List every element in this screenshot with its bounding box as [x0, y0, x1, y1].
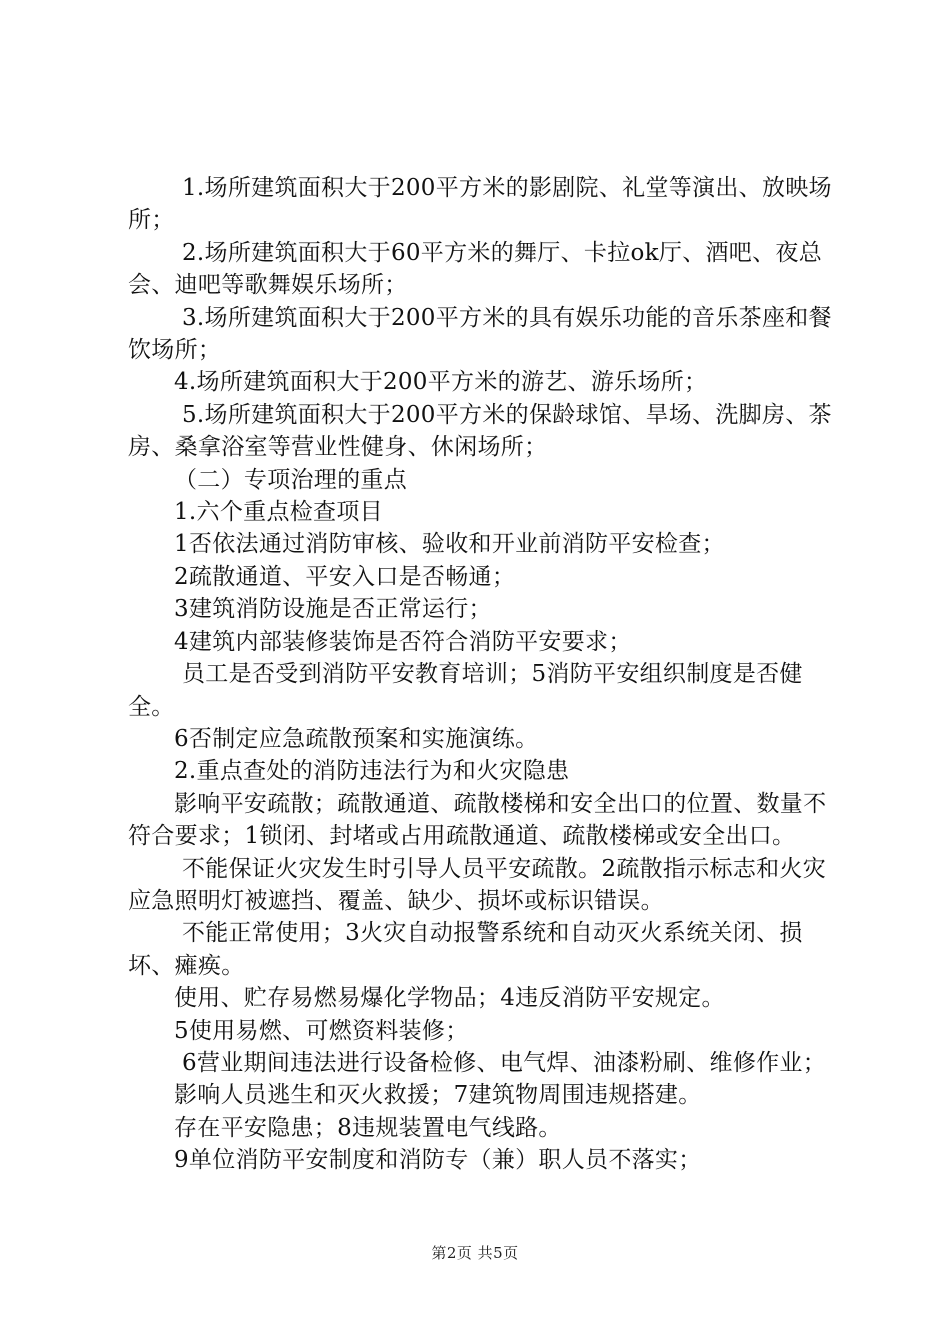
list-item: 2疏散通道、平安入口是否畅通；: [174, 563, 516, 590]
list-item: 6否制定应急疏散预案和实施演练。: [174, 725, 539, 752]
list-item: 1否依法通过消防审核、验收和开业前消防平安检查；: [174, 531, 725, 558]
list-item: 员工是否受到消防平安教育培训；5消防平安组织制度是否健全。: [128, 661, 803, 720]
list-item: 5使用易燃、可燃资料装修；: [174, 1017, 469, 1044]
list-item: 不能正常使用；3火灾自动报警系统和自动灭火系统关闭、损坏、瘫痪。: [128, 920, 803, 979]
paragraph: 3.场所建筑面积大于200平方米的具有娱乐功能的音乐茶座和餐饮场所；: [128, 304, 832, 364]
page-number-footer: 第2页 共5页: [431, 1244, 519, 1262]
subsection-heading: 2.重点查处的消防违法行为和火灾隐患: [174, 758, 570, 785]
paragraph: 5.场所建筑面积大于200平方米的保龄球馆、旱场、洗脚房、茶房、桑拿浴室等营业性健身、休闲场所；: [128, 401, 832, 461]
list-item: 6营业期间违法进行设备检修、电气焊、油漆粉刷、维修作业；: [182, 1049, 827, 1076]
list-item: 影响人员逃生和灭火救援；7建筑物周围违规搭建。: [174, 1082, 702, 1109]
list-item: 3建筑消防设施是否正常运行；: [174, 596, 492, 623]
paragraph: 4.场所建筑面积大于200平方米的游艺、游乐场所；: [174, 369, 708, 396]
list-item: 使用、贮存易燃易爆化学物品；4违反消防平安规定。: [174, 985, 725, 1012]
list-item: 存在平安隐患；8违规装置电气线路。: [174, 1114, 562, 1141]
section-heading: （二）专项治理的重点: [174, 466, 407, 493]
list-item: 4建筑内部装修装饰是否符合消防平安要求；: [174, 628, 632, 655]
paragraph: 2.场所建筑面积大于60平方米的舞厅、卡拉ok厅、酒吧、夜总会、迪吧等歌舞娱乐场所；: [128, 239, 822, 299]
document-body: [128, 172, 848, 1177]
subsection-heading: 1.六个重点检查项目: [174, 499, 383, 526]
list-item: 影响平安疏散；疏散通道、疏散楼梯和安全出口的位置、数量不符合要求；1锁闭、封堵或占用疏散通道、疏散楼梯或安全出口。: [128, 790, 827, 850]
list-item: 不能保证火灾发生时引导人员平安疏散。2疏散指示标志和火灾应急照明灯被遮挡、覆盖、缺少、损坏或标识错误。: [128, 855, 827, 914]
paragraph: 1.场所建筑面积大于200平方米的影剧院、礼堂等演出、放映场所；: [128, 175, 832, 234]
list-item: 9单位消防平安制度和消防专（兼）职人员不落实；: [174, 1147, 702, 1174]
